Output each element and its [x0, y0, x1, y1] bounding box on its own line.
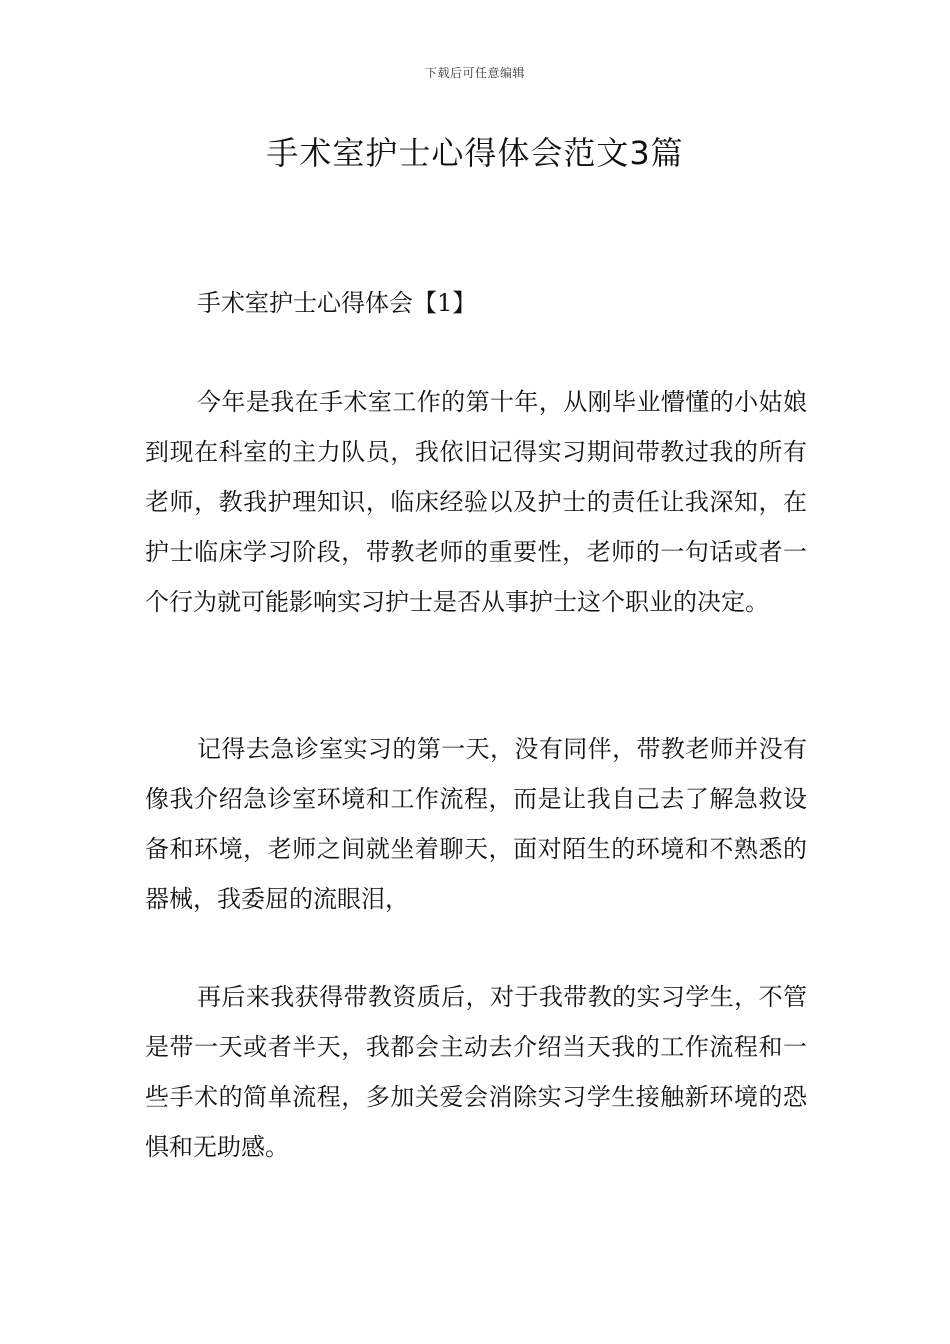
- document-title: 手术室护士心得体会范文3篇: [266, 134, 684, 172]
- paragraph-2: 记得去急诊室实习的第一天，没有同伴，带教老师并没有像我介绍急诊室环境和工作流程，而是让我自己去了解急救设备和环境，老师之间就坐着聊天，面对陌生的环境和不熟悉的器械，我委屈的流眼泪，: [145, 735, 807, 913]
- paragraph-3: 再后来我获得带教资质后，对于我带教的实习学生，不管是带一天或者半天，我都会主动去介绍当天我的工作流程和一些手术的简单流程，多加关爱会消除实习学生接触新环境的恐惧和无助感。: [145, 983, 807, 1161]
- section-heading: 手术室护士心得体会【1】: [197, 289, 477, 317]
- paragraph-1: 今年是我在手术室工作的第十年，从刚毕业懵懂的小姑娘到现在科室的主力队员，我依旧记得实习期间带教过我的所有老师，教我护理知识，临床经验以及护士的责任让我深知，在护士临床学习阶段，带教老师的重要性，老师的一句话或者一个行为就可能影响实习护士是否从事护士这个职业的决定。: [145, 388, 807, 616]
- header-note: 下载后可任意编辑: [424, 66, 525, 80]
